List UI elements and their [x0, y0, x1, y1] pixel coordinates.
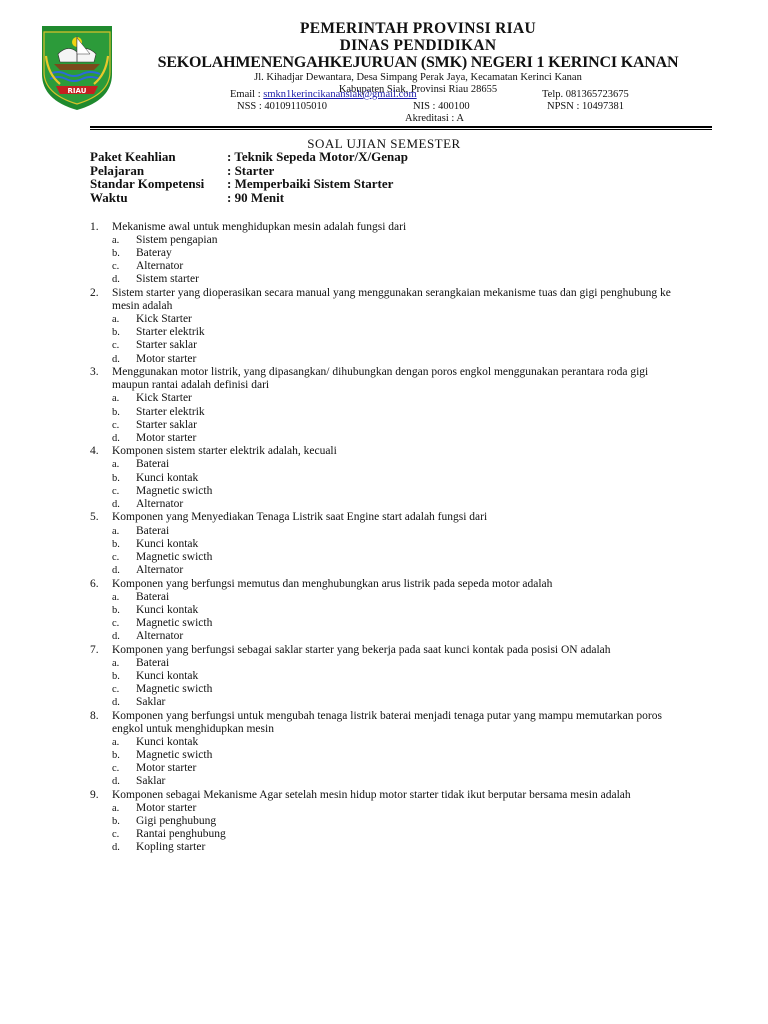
question-text: Menggunakan motor listrik, yang dipasangkan/ dihubungkan dengan poros engkol menggunakan perantara roda gigi maupun rantai adalah definisi dari	[112, 366, 649, 392]
question-number: 5.	[90, 511, 99, 524]
answer-option	[112, 749, 680, 762]
answer-option	[112, 591, 680, 604]
option-text: Kunci kontak	[136, 735, 199, 748]
answer-option	[112, 260, 680, 273]
option-text: Baterai	[136, 656, 170, 669]
answer-option	[112, 564, 680, 577]
option-text: Motor starter	[136, 801, 197, 814]
option-text: Kick Starter	[136, 392, 192, 405]
answer-option	[112, 525, 680, 538]
option-letter: c.	[112, 261, 120, 273]
question-text: Komponen yang Menyediakan Tenaga Listrik saat Engine start adalah fungsi dari	[112, 511, 488, 524]
option-letter: a.	[112, 235, 120, 247]
option-letter: d.	[112, 630, 120, 642]
option-text: Alternator	[136, 260, 184, 273]
answer-option	[112, 736, 680, 749]
option-letter: c.	[112, 551, 120, 563]
exam-info-row	[90, 177, 408, 191]
question-text: Komponen yang berfungsi untuk mengubah tenaga listrik baterai menjadi tenaga putar yang mampu memutarkan poros engkol untuk menghidupkan mesin	[112, 709, 662, 735]
option-letter: a.	[112, 802, 120, 814]
question-number: 2.	[90, 287, 99, 300]
exam-info-value: : 90 Menit	[227, 190, 285, 206]
answer-option	[112, 657, 680, 670]
option-letter: c.	[112, 419, 120, 431]
option-text: Kopling starter	[136, 841, 206, 854]
answer-option	[112, 841, 680, 854]
option-letter: c.	[112, 340, 120, 352]
answer-option	[112, 775, 680, 788]
riau-province-emblem-icon	[38, 22, 116, 112]
question-text: Komponen yang berfungsi sebagai saklar starter yang bekerja pada saat kunci kontak pada posisi ON adalah	[112, 643, 611, 656]
option-text: Starter saklar	[136, 339, 197, 352]
answer-option	[112, 630, 680, 643]
option-text: Magnetic swicth	[136, 682, 213, 695]
option-letter: b.	[112, 670, 120, 682]
option-text: Kunci kontak	[136, 537, 199, 550]
answer-option	[112, 498, 680, 511]
option-text: Kunci kontak	[136, 471, 199, 484]
question-list	[90, 221, 680, 855]
answer-option	[112, 472, 680, 485]
exam-info	[90, 150, 408, 205]
option-text: Gigi penghubung	[136, 814, 217, 827]
answer-option	[112, 432, 680, 445]
option-letter: c.	[112, 763, 120, 774]
option-text: Starter elektrik	[136, 405, 205, 418]
header-divider	[90, 129, 712, 130]
option-letter: a.	[112, 314, 120, 326]
question-number: 9.	[90, 788, 99, 801]
option-text: Baterai	[136, 590, 170, 603]
option-text: Saklar	[136, 695, 166, 708]
exam-info-label: Pelajaran	[90, 162, 145, 178]
svg-text:RIAU: RIAU	[67, 87, 87, 95]
option-letter: a.	[112, 393, 120, 405]
option-text: Sistem starter	[136, 273, 199, 286]
option-letter: c.	[112, 617, 120, 629]
option-text: Magnetic swicth	[136, 484, 213, 497]
answer-option	[112, 551, 680, 564]
question-text: Komponen yang berfungsi memutus dan menghubungkan arus listrik pada sepeda motor adalah	[112, 577, 553, 590]
answer-option	[112, 406, 680, 419]
option-text: Kunci kontak	[136, 603, 199, 616]
option-text: Bateray	[136, 247, 172, 260]
option-letter: a.	[112, 459, 120, 471]
email-link[interactable]: smkn1kerincikanansiak@gmail.com	[263, 89, 417, 100]
answer-option	[112, 815, 680, 828]
answer-option	[112, 392, 680, 405]
question-item	[90, 221, 680, 286]
option-letter: c.	[112, 485, 120, 497]
option-letter: d.	[112, 842, 120, 854]
option-text: Motor starter	[136, 431, 197, 444]
answer-option	[112, 485, 680, 498]
answer-option	[112, 802, 680, 815]
option-letter: b.	[112, 406, 120, 418]
question-item	[90, 710, 680, 789]
question-number: 3.	[90, 366, 99, 379]
exam-info-row	[90, 164, 408, 178]
option-text: Magnetic swicth	[136, 748, 213, 761]
question-number: 8.	[90, 709, 99, 722]
npsn-number: NPSN : 10497381	[547, 101, 625, 112]
accreditation: Akreditasi : A	[405, 113, 464, 124]
option-letter: a.	[112, 736, 120, 748]
header-divider	[90, 126, 712, 128]
answer-option	[112, 604, 680, 617]
question-item	[90, 511, 680, 576]
answer-option	[112, 458, 680, 471]
option-letter: b.	[112, 749, 120, 761]
question-number: 1.	[90, 221, 99, 233]
phone-number: Telp. 081365723675	[542, 89, 629, 100]
agency-title: DINAS PENDIDIKAN	[339, 37, 497, 54]
school-name: SEKOLAHMENENGAHKEJURUAN (SMK) NEGERI 1 KERINCI KANAN	[157, 54, 679, 71]
option-text: Kick Starter	[136, 313, 192, 326]
question-text: Komponen sistem starter elektrik adalah, kecuali	[112, 445, 337, 458]
option-letter: a.	[112, 591, 120, 603]
option-letter: a.	[112, 657, 120, 669]
answer-option	[112, 326, 680, 339]
answer-option	[112, 419, 680, 432]
option-letter: d.	[112, 776, 120, 788]
option-text: Alternator	[136, 497, 184, 510]
option-letter: b.	[112, 815, 120, 827]
answer-option	[112, 538, 680, 551]
question-item	[90, 789, 680, 854]
option-letter: a.	[112, 525, 120, 537]
option-letter: d.	[112, 432, 120, 444]
question-item	[90, 366, 680, 445]
answer-option	[112, 313, 680, 326]
option-text: Rantai penghubung	[136, 828, 226, 841]
option-text: Baterai	[136, 458, 170, 471]
option-text: Magnetic swicth	[136, 616, 213, 629]
question-text: Sistem starter yang dioperasikan secara manual yang menggunakan serangkaian mekanisme tuas dan gigi penghubung ke mesin adalah	[112, 287, 671, 313]
option-text: Alternator	[136, 629, 184, 642]
question-number: 4.	[90, 445, 99, 458]
option-letter: b.	[112, 604, 120, 616]
nss-number: NSS : 401091105010	[237, 101, 328, 112]
option-text: Magnetic swicth	[136, 550, 213, 563]
exam-info-value: : Teknik Sepeda Motor/X/Genap	[227, 149, 408, 164]
option-letter: b.	[112, 248, 120, 260]
option-text: Starter saklar	[136, 418, 197, 431]
exam-title: SOAL UJIAN SEMESTER	[307, 136, 461, 151]
answer-option	[112, 339, 680, 352]
option-letter: b.	[112, 538, 120, 550]
question-number: 6.	[90, 577, 99, 590]
answer-option	[112, 247, 680, 260]
government-title: PEMERINTAH PROVINSI RIAU	[300, 20, 536, 37]
option-text: Saklar	[136, 775, 166, 788]
question-number: 7.	[90, 643, 99, 656]
exam-info-value: : Starter	[227, 162, 275, 178]
exam-info-label: Waktu	[90, 190, 128, 206]
question-item	[90, 445, 680, 510]
answer-option	[112, 273, 680, 286]
question-text: Komponen sebagai Mekanisme Agar setelah mesin hidup motor starter tidak ikut berputar bersama mesin adalah	[112, 788, 631, 801]
option-letter: b.	[112, 327, 120, 339]
address-line: Jl. Kihadjar Dewantara, Desa Simpang Perak Jaya, Kecamatan Kerinci Kanan	[254, 72, 582, 83]
question-item	[90, 644, 680, 709]
option-text: Kunci kontak	[136, 669, 199, 682]
option-letter: d.	[112, 696, 120, 708]
option-text: Motor starter	[136, 352, 197, 365]
answer-option	[112, 670, 680, 683]
address-line: Kabupaten Siak, Provinsi Riau 28655	[338, 84, 498, 95]
option-text: Sistem pengapian	[136, 234, 218, 247]
answer-option	[112, 762, 680, 775]
option-letter: d.	[112, 564, 120, 576]
option-letter: c.	[112, 829, 120, 841]
letterhead-text	[118, 20, 718, 96]
answer-option	[112, 234, 680, 247]
option-letter: d.	[112, 353, 120, 365]
exam-info-value: : Memperbaiki Sistem Starter	[227, 176, 394, 192]
option-letter: b.	[112, 472, 120, 484]
question-item	[90, 578, 680, 643]
option-text: Motor starter	[136, 762, 197, 774]
answer-option	[112, 683, 680, 696]
option-letter: c.	[112, 683, 120, 695]
email-row	[230, 89, 417, 101]
option-text: Starter elektrik	[136, 326, 205, 339]
option-letter: d.	[112, 498, 120, 510]
option-text: Alternator	[136, 563, 184, 576]
option-letter: d.	[112, 274, 120, 286]
option-text: Baterai	[136, 524, 170, 537]
answer-option	[112, 828, 680, 841]
exam-info-label: Standar Kompetensi	[90, 176, 205, 192]
question-text: Mekanisme awal untuk menghidupkan mesin adalah fungsi dari	[112, 221, 407, 233]
answer-option	[112, 353, 680, 366]
question-item	[90, 287, 680, 366]
letterhead	[0, 0, 768, 135]
nis-number: NIS : 400100	[413, 101, 470, 112]
exam-info-label: Paket Keahlian	[90, 149, 176, 164]
email-label: Email :	[230, 89, 261, 100]
exam-info-row	[90, 191, 408, 205]
exam-info-row	[90, 150, 408, 164]
answer-option	[112, 617, 680, 630]
answer-option	[112, 696, 680, 709]
